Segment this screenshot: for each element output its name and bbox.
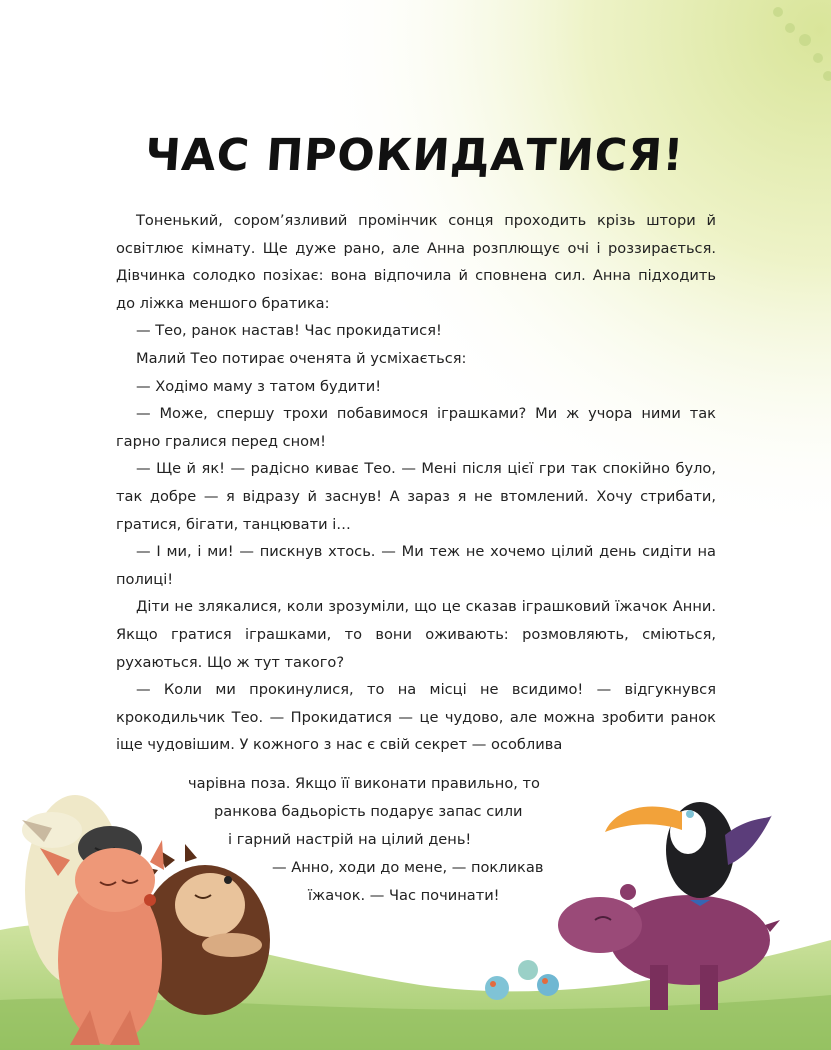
paragraph: Тоненький, сором’язливий промінчик сонця проходить крізь штори й освітлює кімнату. Ще дуже рано, але Анна розплющує очі і роззирається. Дівчинка солодко позіхає: вона відпочила й сповнена сил. Анна підходить до ліжка меншого братика: — [116, 212, 716, 312]
paragraph: Малий Тео потирає оченята й усміхається: — [136, 349, 467, 367]
tail-line: чарівна поза. Якщо її виконати правильно, то — [188, 775, 540, 792]
marbles-illustration — [485, 960, 559, 1000]
tail-line: ранкова бадьорість подарує запас сили — [214, 803, 523, 820]
hippo-illustration — [558, 884, 780, 1010]
page-title: ЧАС ПРОКИДАТИСЯ! — [143, 130, 686, 181]
tail-line: їжачок. — Час починати! — [308, 887, 500, 904]
paragraph: — Ще й як! — радісно киває Тео. — Мені після цієї гри так спокійно було, так добре — я відразу й заснув! А зараз я не втомлений. Хочу стрибати, гратися, бігати, танцювати і… — [116, 460, 716, 533]
tail-line: і гарний настрій на цілий день! — [228, 831, 472, 848]
paragraph: Діти не злякалися, коли зрозуміли, що це сказав іграшковий їжачок Анни. Якщо гратися іграшками, то вони оживають: розмовляють, сміються, рухаються. Що ж тут такого? — [116, 598, 716, 671]
paragraph: — І ми, і ми! — пискнув хтось. — Ми теж не хочемо цілий день сидіти на полиці! — [116, 543, 716, 588]
tail-line: — Анно, ходи до мене, — покликав — [272, 859, 544, 876]
paragraph: — Тео, ранок настав! Час прокидатися! — [136, 322, 442, 340]
paragraph: — Коли ми прокинулися, то на місці не всидимо! — відгукнувся крокодильчик Тео. — Прокидатися — це чудово, але можна зробити ранок іще чудовішим. У кожного з нас є свій секрет — особлива — [116, 681, 716, 754]
paragraph: — Ходімо маму з татом будити! — [136, 377, 382, 395]
paragraph: — Може, спершу трохи побавимося іграшками? Ми ж учора ними так гарно гралися перед сном! — [116, 405, 716, 450]
